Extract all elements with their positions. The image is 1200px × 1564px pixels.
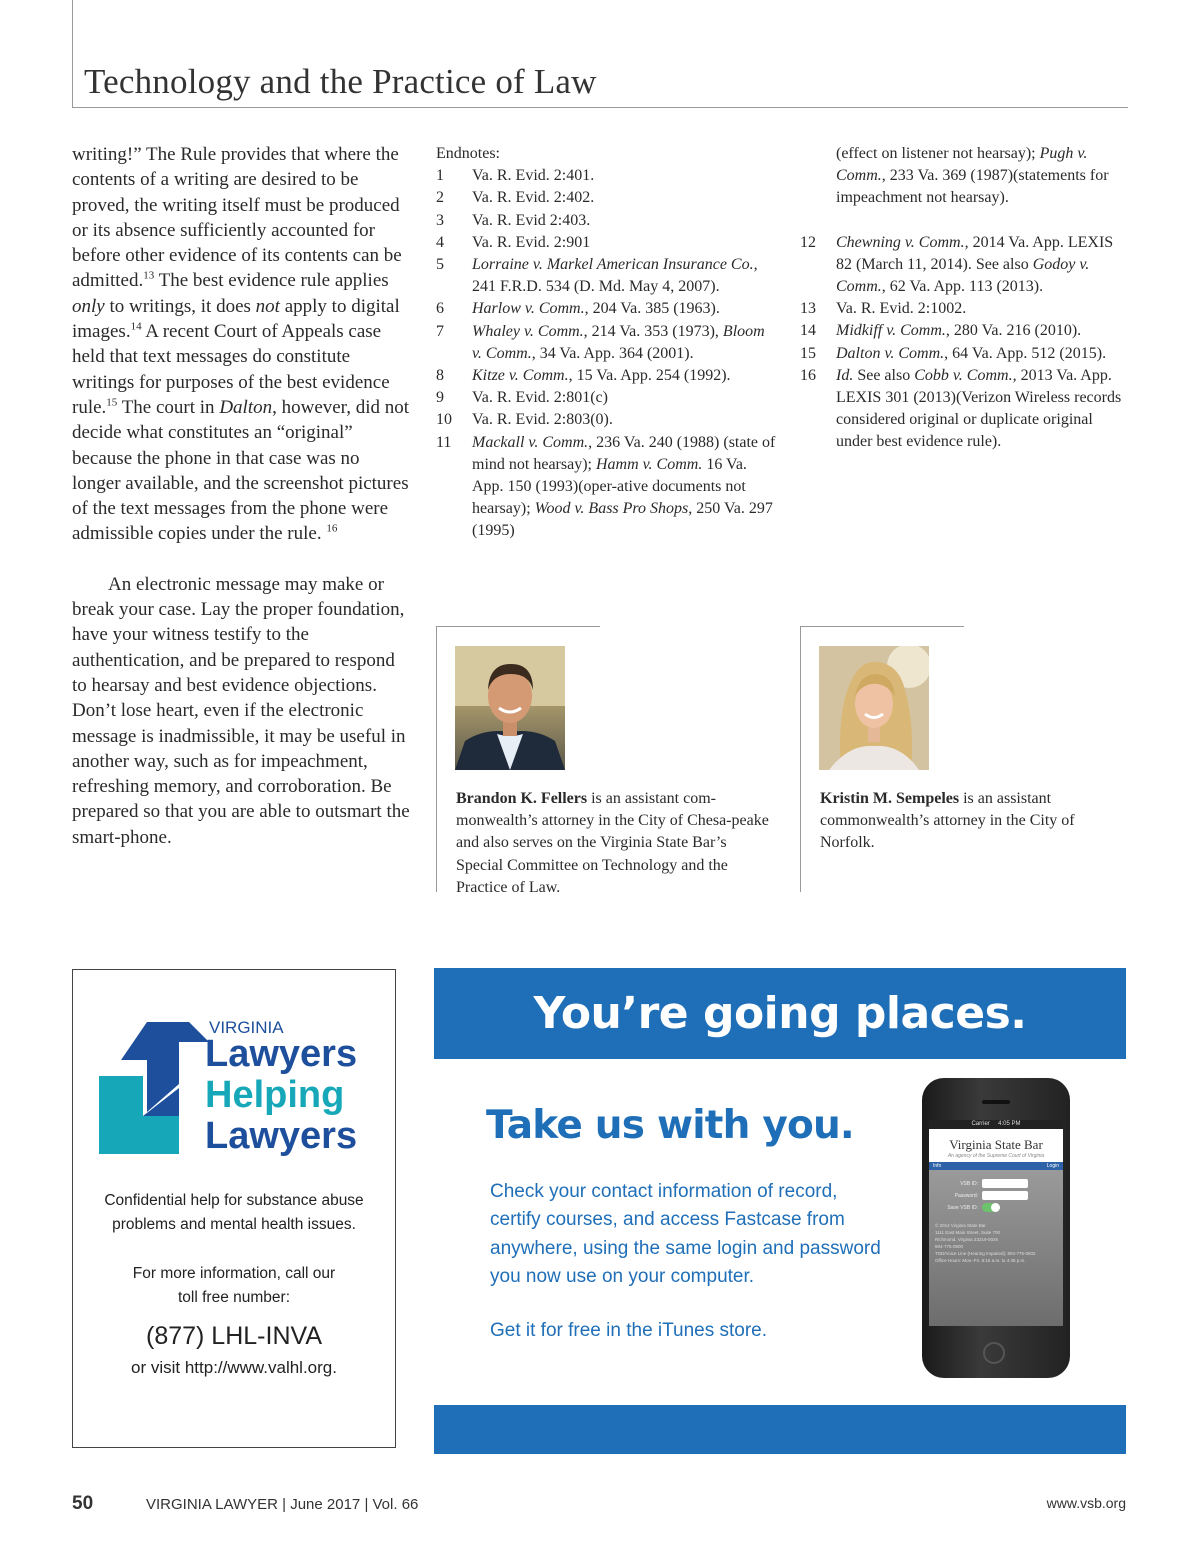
endnote: 6 Harlow v. Comm., 204 Va. 385 (1963). [436, 300, 720, 318]
phone-app-tagline: An agency of the Supreme Court of Virginia [947, 1153, 1045, 1159]
endnote: 10 Va. R. Evid. 2:803(0). [436, 411, 613, 429]
endnote: 12 Chewning v. Comm., 2014 Va. App. LEXIS 82 (March 11, 2014). See also Godoy v. Comm., 62 Va. App. 113 (2013). [800, 233, 1114, 296]
endnote: 13 Va. R. Evid. 2:1002. [800, 300, 967, 318]
endnote: 8 Kitze v. Comm., 15 Va. App. 254 (1992). [436, 367, 731, 385]
lhl-logo [99, 1012, 399, 1162]
endnote: 2 Va. R. Evid. 2:402. [436, 189, 595, 207]
phone-field-row: VSB ID: [933, 1179, 1059, 1188]
endnote: 1 Va. R. Evid. 2:401. [436, 167, 595, 185]
endnote: 7 Whaley v. Comm., 214 Va. 353 (1973), Bloom v. Comm., 34 Va. App. 364 (2001). [436, 322, 765, 362]
vsb-ad-banner [434, 968, 1126, 1059]
endnote: 4 Va. R. Evid. 2:901 [436, 233, 591, 251]
endnote: 9 Va. R. Evid. 2:801(c) [436, 389, 608, 407]
phone-field-row: Save VSB ID: [933, 1203, 1059, 1212]
endnote: 3 Va. R. Evid 2:403. [436, 211, 591, 229]
lhl-logo-virginia: VIRGINIA [209, 1018, 284, 1037]
vsb-ad-cta: Get it for free in the iTunes store. [490, 1320, 768, 1341]
article-paragraph-2: An electronic message may make or break your case. Lay the proper foundation, have your witness testify to the authentication, and be prepared to respond to hearsay and best evidence objections. Don’t lose heart, even if the electronic message is inadmissible, it may be useful in another way, such as for impeachment, refreshing memory, and corroboration. Be prepared so that you are able to outsmart the smart-phone. [72, 573, 410, 848]
header-rule [72, 107, 1128, 108]
lhl-phone-number: (877) LHL-INVA [146, 1322, 322, 1350]
bio-rule [800, 626, 801, 892]
lhl-logo-helping: Helping [205, 1074, 345, 1116]
lhl-website: or visit http://www.valhl.org. [131, 1358, 337, 1377]
phone-speaker [982, 1100, 1010, 1104]
phone-status-bar: Carrier 4:05 PM [929, 1120, 1063, 1129]
header-rule-vertical [72, 0, 73, 108]
website-url: www.vsb.org [1046, 1495, 1126, 1511]
lhl-logo-graphic [99, 1012, 399, 1162]
vsb-ad-headline: You’re going places. [533, 988, 1027, 1039]
lhl-logo-lawyers-2: Lawyers [205, 1115, 358, 1157]
phone-field-row: Password: [933, 1191, 1059, 1200]
bio-rule [436, 626, 437, 892]
endnote: 15 Dalton v. Comm., 64 Va. App. 512 (2015). [800, 344, 1107, 362]
phone-app-title: Virginia State Bar [949, 1137, 1043, 1152]
phone-screen [929, 1120, 1063, 1326]
vsb-ad-bottom-bar [434, 1405, 1126, 1454]
endnotes-column-2 [800, 143, 1130, 454]
endnotes-heading: Endnotes: [436, 145, 500, 162]
bio-sempeles: Kristin M. Sempeles is an assistant commonwealth’s attorney in the City of Norfolk. [820, 790, 1075, 852]
phone-toggle [982, 1203, 1000, 1212]
endnote: 11 Mackall v. Comm., 236 Va. 240 (1988) (state of mind not hearsay); Hamm v. Comm. 16 Va. App. 150 (1993)(oper-ative documents not hearsay); Wood v. Bass Pro Shops, 250 Va. 297 (1995) [436, 433, 776, 540]
bio-fellers: Brandon K. Fellers is an assistant com-monwealth’s attorney in the City of Chesa-peake and also serves on the Virginia State Bar’s Special Committee on Technology and the Practice of Law. [456, 790, 769, 896]
phone-app-nav: Info Login [929, 1162, 1063, 1170]
endnote: 5 Lorraine v. Markel American Insurance Co., 241 F.R.D. 534 (D. Md. May 4, 2007). [436, 256, 758, 296]
endnote: 16 Id. See also Cobb v. Comm., 2013 Va. App. LEXIS 301 (2013)(Verizon Wireless records considered original or duplicate original under best evidence rule). [800, 366, 1122, 451]
author-photo-fellers [455, 646, 565, 770]
endnotes-column-1 [436, 143, 776, 543]
article-paragraph-1: writing!” The Rule provides that where the contents of a writing are desired to be proved, the writing itself must be produced or its absence sufficiently accounted for before other evidence of its contents can be admitted.$^{13}$ The best evidence rule applies only to writings, it does not apply to digital images.$^{14}$ A recent Court of Appeals case held that text messages do constitute writings for purposes of the best evidence rule.$^{15}$ The court in Dalton, however, did not decide what constitutes an “original” because the phone in that case was no longer available, and the screenshot pictures of the text messages from the phone were admissible copies under the rule. $^{16}$ [72, 144, 410, 545]
lhl-tagline: Confidential help for substance abuse problems and mental health issues. [104, 1192, 364, 1233]
author-photo-sempeles [819, 646, 929, 770]
magazine-info: VIRGINIA LAWYER | June 2017 | Vol. 66 [146, 1496, 419, 1513]
section-title: Technology and the Practice of Law [84, 62, 597, 101]
endnote-continued: (effect on listener not hearsay); Pugh v. Comm., 233 Va. 369 (1987)(statements for impeachment not hearsay). [836, 145, 1109, 207]
vsb-ad-body: Check your contact information of record, certify courses, and access Fastcase from anywhere, using the same login and password you now use on your computer. [490, 1181, 881, 1288]
phone-home-button [983, 1342, 1005, 1364]
phone-footer-text: © 2014 Virginia State Bar 1111 East Main Street, Suite 700 Richmond, Virginia 23219-0026 804-775-0500 TDD/Voice Line (Hearing Impaired): 804-775-0502 Office Hours: Mon.-Fri. 8:15 a.m. to 4:45 p.m. [935, 1223, 1036, 1263]
lhl-advertisement [72, 969, 396, 1448]
bio-rule [436, 626, 600, 627]
vsb-ad-subhead: Take us with you. [486, 1103, 854, 1148]
lhl-info: For more information, call our toll free number: [132, 1265, 336, 1306]
page-number: 50 [72, 1493, 94, 1514]
article-column [72, 142, 412, 850]
phone-login-form [929, 1170, 1063, 1326]
bio-rule [800, 626, 964, 627]
endnote: 14 Midkiff v. Comm., 280 Va. 216 (2010). [800, 322, 1082, 340]
lhl-logo-lawyers: Lawyers [205, 1033, 358, 1075]
